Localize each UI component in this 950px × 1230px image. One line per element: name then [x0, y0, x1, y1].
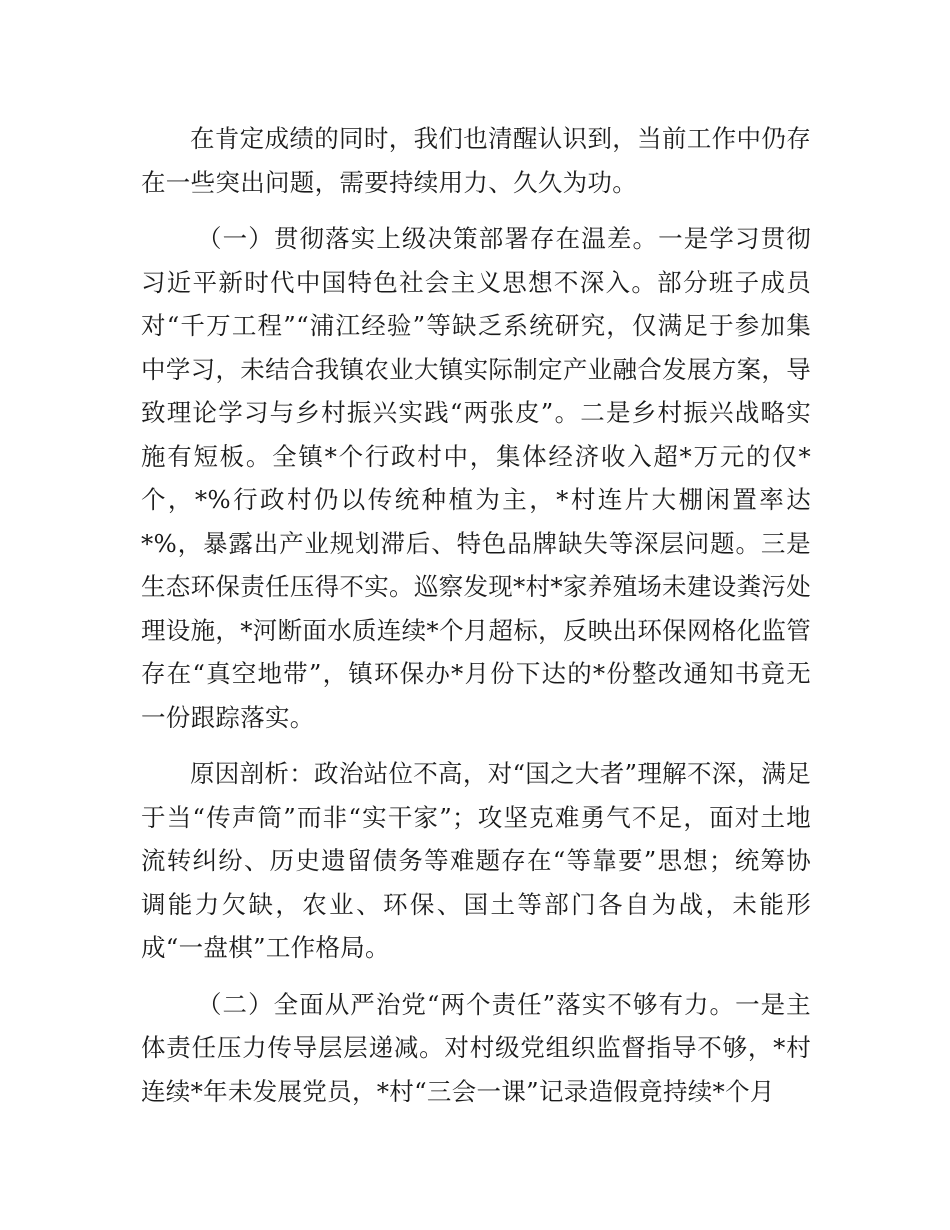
paragraph-intro: 在肯定成绩的同时，我们也清醒认识到，当前工作中仍存在一些突出问题，需要持续用力、久久为功。 — [141, 124, 811, 197]
paragraph-section-1: （一）贯彻落实上级决策部署存在温差。一是学习贯彻习近平新时代中国特色社会主义思想不深入。部分班子成员对“千万工程”“浦江经验”等缺乏系统研究，仅满足于参加集中学习，未结合我镇农业大镇实际制定产业融合发展方案，导致理论学习与乡村振兴实践“两张皮”。二是乡村振兴战略实施有短板。全镇*个行政村中，集体经济收入超*万元的仅*个，*%行政村仍以传统种植为主，*村连片大棚闲置率达*%，暴露出产业规划滞后、特色品牌缺失等深层问题。三是生态环保责任压得不实。巡察发现*村*家养殖场未建设粪污处理设施，*河断面水质连续*个月超标，反映出环保网格化监管存在“真空地带”，镇环保办*月份下达的*份整改通知书竟无一份跟踪落实。 — [141, 224, 811, 732]
paragraph-section-2: （二）全面从严治党“两个责任”落实不够有力。一是主体责任压力传导层层递减。对村级党组织监督指导不够，*村连续*年未发展党员，*村“三会一课”记录造假竟持续*个月 — [141, 989, 811, 1106]
paragraph-cause-analysis: 原因剖析：政治站位不高，对“国之大者”理解不深，满足于当“传声筒”而非“实干家”；攻坚克难勇气不足，面对土地流转纠纷、历史遗留债务等难题存在“等靠要”思想；统筹协调能力欠缺，农业、环保、国土等部门各自为战，未能形成“一盘棋”工作格局。 — [141, 759, 811, 962]
document-body — [141, 117, 811, 1126]
